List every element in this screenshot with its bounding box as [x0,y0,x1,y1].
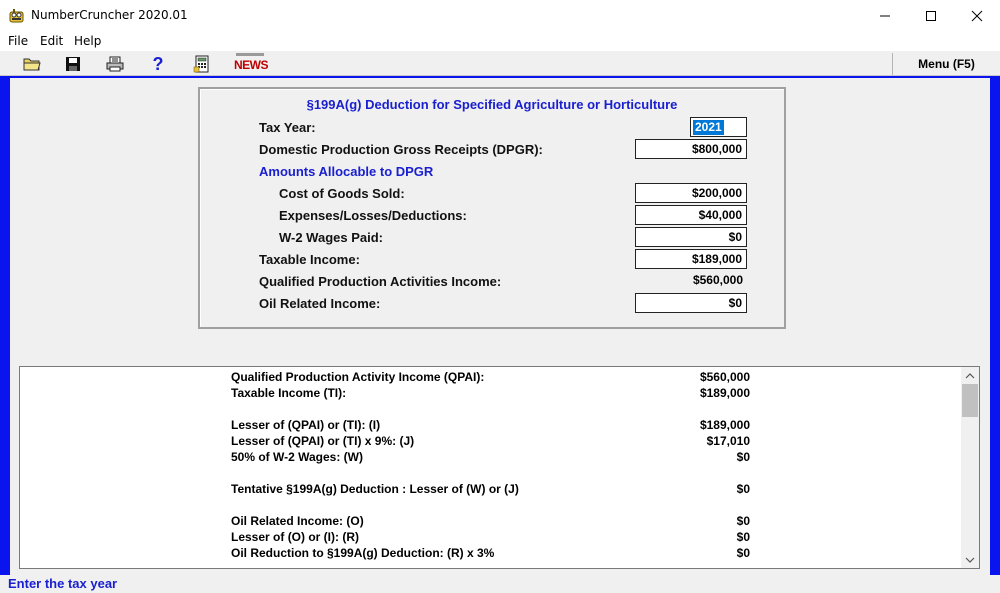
result-label: Oil Related Income: (O) [231,514,364,528]
minimize-button[interactable] [862,0,908,31]
menu-help[interactable]: Help [74,34,102,48]
news-button[interactable] [234,53,266,75]
result-label: Lesser of (QPAI) or (TI): (I) [231,418,381,432]
taxable-income-input[interactable]: $189,000 [635,249,747,269]
news-bar-icon [236,53,264,56]
expenses-label: Expenses/Losses/Deductions: [279,208,467,223]
results-pane[interactable] [19,366,980,569]
menu-f5-button[interactable]: Menu (F5) [918,57,975,71]
menu-edit[interactable]: Edit [40,34,64,48]
tax-year-input[interactable] [690,117,747,137]
menu-file[interactable]: File [8,34,29,48]
cogs-input[interactable]: $200,000 [635,183,747,203]
result-value: $189,000 [699,386,750,400]
taxable-income-label: Taxable Income: [259,252,360,267]
results-scrollbar[interactable] [961,367,979,568]
calculator-notes-icon[interactable] [192,54,212,74]
result-label: Taxable Income (TI): [231,386,347,400]
frame-left [0,77,10,575]
result-value: $560,000 [699,370,750,384]
result-label: Lesser of (QPAI) or (TI) x 9%: (J) [231,434,415,448]
result-value: $0 [736,450,750,464]
result-value: $0 [736,514,750,528]
cogs-label: Cost of Goods Sold: [279,186,405,201]
tax-year-value: 2021 [695,120,722,134]
input-panel [198,87,786,329]
frame-right [990,77,1000,575]
news-label: NEWS [234,58,268,72]
maximize-button[interactable] [908,0,954,31]
qpai-value: $560,000 [692,273,743,287]
result-value: $0 [736,530,750,544]
w2-wages-input[interactable]: $0 [635,227,747,247]
result-value: $0 [736,546,750,560]
close-button[interactable] [954,0,1000,31]
panel-title: §199A(g) Deduction for Specified Agriculture or Horticulture [306,97,678,112]
status-text: Enter the tax year [8,576,118,591]
menu-bar [0,31,1000,51]
open-folder-icon[interactable] [22,54,42,74]
result-label: Tentative §199A(g) Deduction : Lesser of (W) or (J) [231,482,519,496]
result-value: $189,000 [699,418,750,432]
tax-year-label: Tax Year: [259,120,316,135]
status-bar [0,575,1000,593]
scroll-down-icon[interactable] [961,551,979,568]
w2-wages-label: W-2 Wages Paid: [279,230,383,245]
title-bar [0,0,1000,31]
save-icon[interactable] [63,54,83,74]
window-title: NumberCruncher 2020.01 [31,8,188,22]
qpai-label: Qualified Production Activities Income: [259,274,502,289]
dpgr-label: Domestic Production Gross Receipts (DPGR): [259,142,543,157]
help-icon[interactable]: ? [152,53,164,74]
oil-income-input[interactable]: $0 [635,293,747,313]
result-value: $17,010 [706,434,750,448]
scroll-up-icon[interactable] [961,367,979,384]
dpgr-input[interactable]: $800,000 [635,139,747,159]
print-icon[interactable] [105,54,125,74]
result-value: $0 [736,482,750,496]
allocable-heading: Amounts Allocable to DPGR [259,164,434,179]
oil-income-label: Oil Related Income: [259,296,381,311]
result-label: Oil Reduction to §199A(g) Deduction: (R) x 3% [231,546,495,560]
result-label: 50% of W-2 Wages: (W) [231,450,363,464]
expenses-input[interactable]: $40,000 [635,205,747,225]
app-calculator-icon [9,8,25,24]
result-label: Qualified Production Activity Income (QPAI): [231,370,485,384]
toolbar [0,51,1000,76]
result-label: Lesser of (O) or (I): (R) [231,530,359,544]
scroll-thumb[interactable] [962,384,978,417]
